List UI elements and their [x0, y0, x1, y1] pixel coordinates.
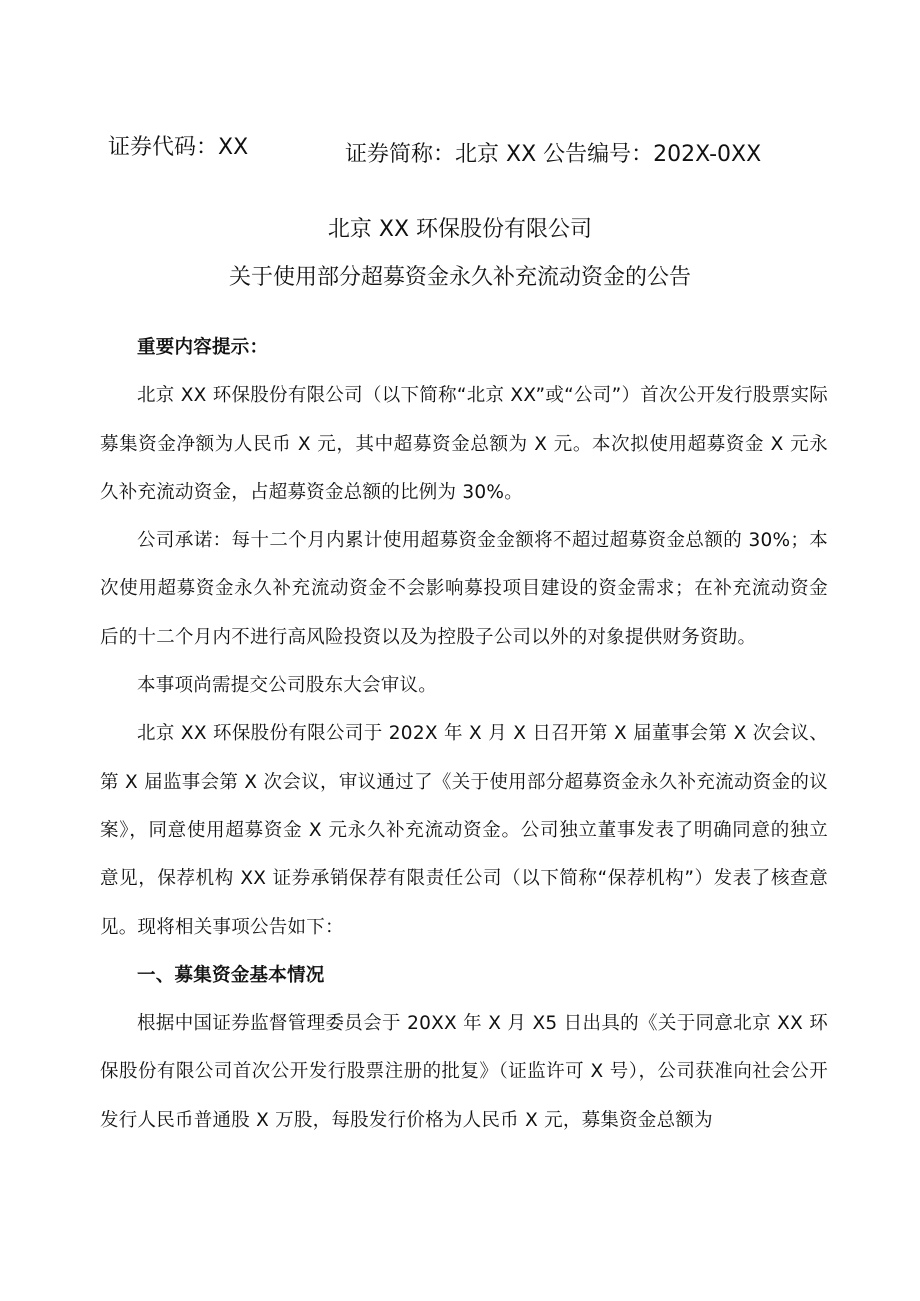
document-title-company: 北京 XX 环保股份有限公司 — [327, 217, 593, 242]
stock-code: 证券代码：XX — [108, 135, 249, 160]
paragraph-commitment: 公司承诺：每十二个月内累计使用超募资金金额将不超过超募资金总额的 30%；本次使用超募资金永久补充流动资金不会影响募投项目建设的资金需求；在补充流动资金后的十二个月内不进行高风险投资以及为控股子公司以外的对象提供财务资助。 — [100, 530, 828, 648]
section-heading-fundraising: 一、募集资金基本情况 — [137, 964, 325, 986]
paragraph-fundraising: 根据中国证券监督管理委员会于 20XX 年 X 月 X5 日出具的《关于同意北京 XX 环保股份有限公司首次公开发行股票注册的批复》（证监许可 X 号），公司获准向社会公开发行人民币普通股 X 万股，每股发行价格为人民币 X 元，募集资金总额为 — [100, 1013, 828, 1131]
document-body — [100, 324, 828, 1145]
paragraph-meeting: 北京 XX 环保股份有限公司于 202X 年 X 月 X 日召开第 X 届董事会第 X 次会议、第 X 届监事会第 X 次会议，审议通过了《关于使用部分超募资金永久补充流动资金的议案》，同意使用超募资金 X 元永久补充流动资金。公司独立董事发表了明确同意的独立意见，保荐机构 XX 证券承销保荐有限责任公司（以下简称“保荐机构”）发表了核查意见。现将相关事项公告如下： — [100, 723, 828, 938]
document-title-subject: 关于使用部分超募资金永久补充流动资金的公告 — [228, 265, 691, 290]
stock-info: 证券简称：北京 XX 公告编号：202X-0XX — [345, 142, 762, 167]
paragraph-summary: 北京 XX 环保股份有限公司（以下简称“北京 XX”或“公司”）首次公开发行股票实际募集资金净额为人民币 X 元，其中超募资金总额为 X 元。本次拟使用超募资金 X 元永久补充流动资金，占超募资金总额的比例为 30%。 — [100, 385, 828, 503]
paragraph-approval-note: 本事项尚需提交公司股东大会审议。 — [137, 675, 438, 697]
tips-heading: 重要内容提示： — [137, 337, 269, 358]
